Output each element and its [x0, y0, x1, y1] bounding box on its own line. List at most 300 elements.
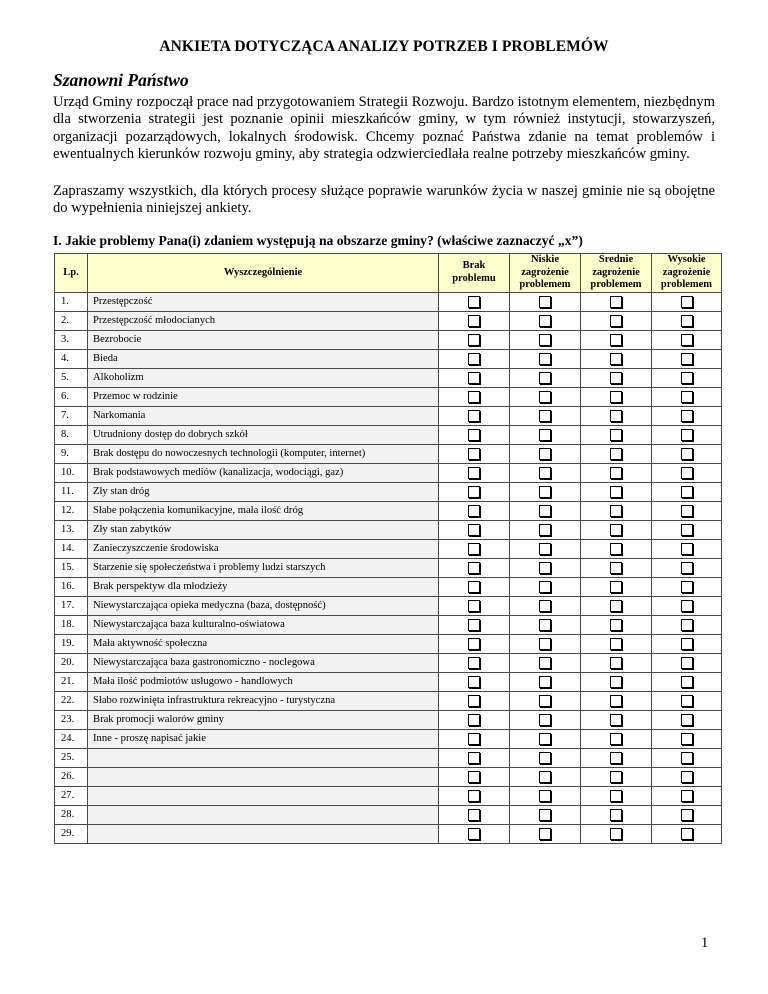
checkbox-no-problem[interactable]	[468, 619, 480, 631]
checkbox-medium-threat[interactable]	[610, 372, 622, 384]
table-row	[55, 710, 722, 729]
cell-low-threat	[510, 786, 581, 805]
row-number: 23.	[55, 710, 88, 729]
cell-medium-threat	[581, 558, 652, 577]
checkbox-high-threat[interactable]	[681, 524, 693, 536]
checkbox-medium-threat[interactable]	[610, 410, 622, 422]
cell-medium-threat	[581, 482, 652, 501]
checkbox-medium-threat[interactable]	[610, 752, 622, 764]
header-medium-threat	[581, 254, 652, 293]
checkbox-low-threat[interactable]	[539, 353, 551, 365]
cell-low-threat	[510, 349, 581, 368]
table-row	[55, 748, 722, 767]
cell-medium-threat	[581, 387, 652, 406]
header-line: Wysokie	[667, 254, 706, 265]
header-no-problem	[439, 254, 510, 293]
checkbox-high-threat[interactable]	[681, 790, 693, 802]
checkbox-low-threat[interactable]	[539, 467, 551, 479]
checkbox-medium-threat[interactable]	[610, 429, 622, 441]
row-description: Narkomania	[88, 406, 439, 425]
checkbox-low-threat[interactable]	[539, 752, 551, 764]
row-description: Przestępczość młodocianych	[88, 311, 439, 330]
row-number: 21.	[55, 672, 88, 691]
checkbox-low-threat[interactable]	[539, 296, 551, 308]
cell-no-problem	[439, 634, 510, 653]
table-row	[55, 539, 722, 558]
checkbox-no-problem[interactable]	[468, 771, 480, 783]
checkbox-high-threat[interactable]	[681, 638, 693, 650]
cell-no-problem	[439, 558, 510, 577]
cell-medium-threat	[581, 444, 652, 463]
cell-high-threat	[652, 786, 722, 805]
cell-no-problem	[439, 672, 510, 691]
cell-low-threat	[510, 558, 581, 577]
checkbox-low-threat[interactable]	[539, 334, 551, 346]
cell-no-problem	[439, 349, 510, 368]
checkbox-no-problem[interactable]	[468, 410, 480, 422]
checkbox-no-problem[interactable]	[468, 315, 480, 327]
checkbox-low-threat[interactable]	[539, 828, 551, 840]
checkbox-low-threat[interactable]	[539, 410, 551, 422]
checkbox-low-threat[interactable]	[539, 790, 551, 802]
cell-no-problem	[439, 425, 510, 444]
checkbox-medium-threat[interactable]	[610, 638, 622, 650]
checkbox-high-threat[interactable]	[681, 657, 693, 669]
cell-no-problem	[439, 520, 510, 539]
row-number: 1.	[55, 292, 88, 311]
table-row	[55, 330, 722, 349]
cell-low-threat	[510, 520, 581, 539]
row-description: Niewystarczająca baza gastronomiczno - noclegowa	[88, 653, 439, 672]
row-description: Przestępczość	[88, 292, 439, 311]
checkbox-no-problem[interactable]	[468, 695, 480, 707]
row-description: Brak dostępu do nowoczesnych technologii (komputer, internet)	[88, 444, 439, 463]
checkbox-medium-threat[interactable]	[610, 790, 622, 802]
checkbox-no-problem[interactable]	[468, 429, 480, 441]
section-title: I. Jakie problemy Pana(i) zdaniem występują na obszarze gminy? (właściwe zaznaczyć „x”)	[53, 233, 583, 248]
cell-high-threat	[652, 425, 722, 444]
cell-no-problem	[439, 691, 510, 710]
checkbox-low-threat[interactable]	[539, 809, 551, 821]
cell-no-problem	[439, 729, 510, 748]
checkbox-medium-threat[interactable]	[610, 334, 622, 346]
row-number: 5.	[55, 368, 88, 387]
row-number: 11.	[55, 482, 88, 501]
table-row	[55, 596, 722, 615]
checkbox-no-problem[interactable]	[468, 733, 480, 745]
cell-low-threat	[510, 691, 581, 710]
table-row	[55, 691, 722, 710]
checkbox-high-threat[interactable]	[681, 676, 693, 688]
checkbox-high-threat[interactable]	[681, 467, 693, 479]
checkbox-no-problem[interactable]	[468, 372, 480, 384]
checkbox-low-threat[interactable]	[539, 448, 551, 460]
row-number: 19.	[55, 634, 88, 653]
checkbox-high-threat[interactable]	[681, 695, 693, 707]
row-number: 2.	[55, 311, 88, 330]
checkbox-low-threat[interactable]	[539, 733, 551, 745]
cell-no-problem	[439, 463, 510, 482]
page-title: ANKIETA DOTYCZĄCA ANALIZY POTRZEB I PROBLEMÓW	[159, 38, 609, 55]
cell-low-threat	[510, 482, 581, 501]
cell-low-threat	[510, 672, 581, 691]
checkbox-medium-threat[interactable]	[610, 619, 622, 631]
cell-no-problem	[439, 444, 510, 463]
checkbox-high-threat[interactable]	[681, 543, 693, 555]
checkbox-medium-threat[interactable]	[610, 771, 622, 783]
cell-medium-threat	[581, 349, 652, 368]
row-number: 6.	[55, 387, 88, 406]
cell-medium-threat	[581, 292, 652, 311]
cell-medium-threat	[581, 710, 652, 729]
cell-medium-threat	[581, 672, 652, 691]
checkbox-no-problem[interactable]	[468, 296, 480, 308]
cell-low-threat	[510, 501, 581, 520]
row-description: Bezrobocie	[88, 330, 439, 349]
cell-no-problem	[439, 748, 510, 767]
table-row	[55, 615, 722, 634]
cell-medium-threat	[581, 406, 652, 425]
cell-high-threat	[652, 672, 722, 691]
cell-high-threat	[652, 710, 722, 729]
checkbox-medium-threat[interactable]	[610, 600, 622, 612]
table-row	[55, 558, 722, 577]
checkbox-medium-threat[interactable]	[610, 448, 622, 460]
checkbox-no-problem[interactable]	[468, 600, 480, 612]
table-row	[55, 767, 722, 786]
header-line: problemem	[660, 279, 713, 290]
checkbox-high-threat[interactable]	[681, 714, 693, 726]
cell-low-threat	[510, 805, 581, 824]
cell-medium-threat	[581, 463, 652, 482]
row-number: 24.	[55, 729, 88, 748]
table-row	[55, 444, 722, 463]
checkbox-no-problem[interactable]	[468, 562, 480, 574]
checkbox-no-problem[interactable]	[468, 581, 480, 593]
table-row	[55, 577, 722, 596]
row-number: 9.	[55, 444, 88, 463]
header-line: zagrożenie	[592, 266, 640, 278]
cell-high-threat	[652, 539, 722, 558]
checkbox-medium-threat[interactable]	[610, 315, 622, 327]
checkbox-medium-threat[interactable]	[610, 828, 622, 840]
cell-medium-threat	[581, 729, 652, 748]
checkbox-high-threat[interactable]	[681, 619, 693, 631]
checkbox-high-threat[interactable]	[681, 809, 693, 821]
cell-medium-threat	[581, 615, 652, 634]
cell-high-threat	[652, 349, 722, 368]
row-number: 27.	[55, 786, 88, 805]
cell-low-threat	[510, 710, 581, 729]
row-description: Brak podstawowych mediów (kanalizacja, wodociągi, gaz)	[88, 463, 439, 482]
salutation: Szanowni Państwo	[53, 70, 189, 90]
row-description: Niewystarczająca baza kulturalno-oświatowa	[88, 615, 439, 634]
cell-no-problem	[439, 368, 510, 387]
cell-high-threat	[652, 311, 722, 330]
cell-high-threat	[652, 330, 722, 349]
checkbox-high-threat[interactable]	[681, 771, 693, 783]
table-row	[55, 311, 722, 330]
header-line: Niskie	[530, 254, 559, 265]
checkbox-high-threat[interactable]	[681, 372, 693, 384]
header-line: problemem	[519, 279, 571, 290]
header-line: Brak	[462, 260, 486, 272]
cell-medium-threat	[581, 501, 652, 520]
checkbox-no-problem[interactable]	[468, 467, 480, 479]
table-row	[55, 672, 722, 691]
checkbox-low-threat[interactable]	[539, 657, 551, 669]
checkbox-high-threat[interactable]	[681, 505, 693, 517]
checkbox-low-threat[interactable]	[539, 695, 551, 707]
checkbox-medium-threat[interactable]	[610, 809, 622, 821]
checkbox-high-threat[interactable]	[681, 429, 693, 441]
row-description: Niewystarczająca opieka medyczna (baza, dostępność)	[88, 596, 439, 615]
row-description: Brak perspektyw dla młodzieży	[88, 577, 439, 596]
cell-high-threat	[652, 767, 722, 786]
cell-no-problem	[439, 501, 510, 520]
cell-high-threat	[652, 406, 722, 425]
checkbox-high-threat[interactable]	[681, 296, 693, 308]
cell-medium-threat	[581, 539, 652, 558]
cell-low-threat	[510, 615, 581, 634]
cell-low-threat	[510, 406, 581, 425]
checkbox-low-threat[interactable]	[539, 486, 551, 498]
header-line: problemu	[452, 272, 496, 284]
page-number: 1	[701, 935, 709, 951]
table-row	[55, 368, 722, 387]
cell-medium-threat	[581, 577, 652, 596]
checkbox-no-problem[interactable]	[468, 543, 480, 555]
checkbox-medium-threat[interactable]	[610, 391, 622, 403]
checkbox-low-threat[interactable]	[539, 638, 551, 650]
checkbox-high-threat[interactable]	[681, 828, 693, 840]
checkbox-low-threat[interactable]	[539, 714, 551, 726]
checkbox-medium-threat[interactable]	[610, 714, 622, 726]
row-description: Przemoc w rodzinie	[88, 387, 439, 406]
row-description: Utrudniony dostęp do dobrych szkół	[88, 425, 439, 444]
cell-low-threat	[510, 387, 581, 406]
cell-low-threat	[510, 729, 581, 748]
checkbox-low-threat[interactable]	[539, 524, 551, 536]
row-number: 29.	[55, 824, 88, 843]
checkbox-no-problem[interactable]	[468, 638, 480, 650]
checkbox-high-threat[interactable]	[681, 334, 693, 346]
cell-high-threat	[652, 596, 722, 615]
cell-high-threat	[652, 805, 722, 824]
cell-medium-threat	[581, 691, 652, 710]
table-row	[55, 406, 722, 425]
checkbox-no-problem[interactable]	[468, 524, 480, 536]
checkbox-high-threat[interactable]	[681, 448, 693, 460]
row-description[interactable]	[88, 805, 439, 824]
checkbox-no-problem[interactable]	[468, 657, 480, 669]
checkbox-medium-threat[interactable]	[610, 657, 622, 669]
cell-medium-threat	[581, 311, 652, 330]
checkbox-no-problem[interactable]	[468, 448, 480, 460]
checkbox-no-problem[interactable]	[468, 353, 480, 365]
checkbox-medium-threat[interactable]	[610, 505, 622, 517]
header-line: zagrożenie	[521, 266, 569, 278]
checkbox-high-threat[interactable]	[681, 562, 693, 574]
table-row	[55, 786, 722, 805]
cell-high-threat	[652, 520, 722, 539]
row-number: 12.	[55, 501, 88, 520]
checkbox-high-threat[interactable]	[681, 353, 693, 365]
cell-medium-threat	[581, 786, 652, 805]
table-row	[55, 349, 722, 368]
checkbox-low-threat[interactable]	[539, 600, 551, 612]
checkbox-low-threat[interactable]	[539, 505, 551, 517]
row-number: 28.	[55, 805, 88, 824]
checkbox-no-problem[interactable]	[468, 676, 480, 688]
checkbox-low-threat[interactable]	[539, 543, 551, 555]
cell-no-problem	[439, 406, 510, 425]
row-number: 7.	[55, 406, 88, 425]
cell-high-threat	[652, 558, 722, 577]
cell-no-problem	[439, 653, 510, 672]
cell-high-threat	[652, 482, 722, 501]
row-description[interactable]	[88, 786, 439, 805]
row-description[interactable]	[88, 824, 439, 843]
checkbox-high-threat[interactable]	[681, 733, 693, 745]
cell-high-threat	[652, 292, 722, 311]
checkbox-medium-threat[interactable]	[610, 543, 622, 555]
row-description[interactable]	[88, 767, 439, 786]
row-number: 8.	[55, 425, 88, 444]
checkbox-low-threat[interactable]	[539, 771, 551, 783]
cell-medium-threat	[581, 634, 652, 653]
row-description: Zanieczyszczenie środowiska	[88, 539, 439, 558]
checkbox-low-threat[interactable]	[539, 391, 551, 403]
row-description[interactable]	[88, 748, 439, 767]
table-body	[55, 292, 722, 843]
header-high-threat	[652, 254, 722, 293]
invitation-paragraph: Zapraszamy wszystkich, dla których procesy służące poprawie warunków życia w naszej gminie nie są obojętne do wypełnienia niniejszej ankiety.	[53, 183, 715, 217]
cell-no-problem	[439, 482, 510, 501]
checkbox-high-threat[interactable]	[681, 581, 693, 593]
checkbox-low-threat[interactable]	[539, 676, 551, 688]
table-row	[55, 387, 722, 406]
table-row	[55, 482, 722, 501]
row-description: Zły stan dróg	[88, 482, 439, 501]
cell-high-threat	[652, 691, 722, 710]
header-line: problemem	[590, 279, 642, 290]
checkbox-low-threat[interactable]	[539, 372, 551, 384]
checkbox-no-problem[interactable]	[468, 391, 480, 403]
checkbox-medium-threat[interactable]	[610, 486, 622, 498]
checkbox-high-threat[interactable]	[681, 486, 693, 498]
row-number: 3.	[55, 330, 88, 349]
row-description: Inne - proszę napisać jakie	[88, 729, 439, 748]
cell-medium-threat	[581, 520, 652, 539]
cell-medium-threat	[581, 330, 652, 349]
table-header-row	[55, 254, 722, 293]
checkbox-no-problem[interactable]	[468, 714, 480, 726]
checkbox-low-threat[interactable]	[539, 315, 551, 327]
cell-low-threat	[510, 767, 581, 786]
row-description: Starzenie się społeczeństwa i problemy ludzi starszych	[88, 558, 439, 577]
checkbox-high-threat[interactable]	[681, 315, 693, 327]
checkbox-no-problem[interactable]	[468, 809, 480, 821]
checkbox-medium-threat[interactable]	[610, 353, 622, 365]
checkbox-medium-threat[interactable]	[610, 524, 622, 536]
row-number: 20.	[55, 653, 88, 672]
cell-high-threat	[652, 748, 722, 767]
row-number: 16.	[55, 577, 88, 596]
row-number: 14.	[55, 539, 88, 558]
table-row	[55, 729, 722, 748]
cell-low-threat	[510, 463, 581, 482]
checkbox-medium-threat[interactable]	[610, 733, 622, 745]
checkbox-high-threat[interactable]	[681, 410, 693, 422]
header-line: zagrożenie	[662, 266, 711, 278]
row-description: Alkoholizm	[88, 368, 439, 387]
checkbox-high-threat[interactable]	[681, 391, 693, 403]
problems-table	[54, 253, 722, 844]
cell-no-problem	[439, 615, 510, 634]
checkbox-high-threat[interactable]	[681, 600, 693, 612]
checkbox-medium-threat[interactable]	[610, 562, 622, 574]
checkbox-medium-threat[interactable]	[610, 467, 622, 479]
cell-low-threat	[510, 824, 581, 843]
row-number: 15.	[55, 558, 88, 577]
row-description: Słabo rozwinięta infrastruktura rekreacyjno - turystyczna	[88, 691, 439, 710]
cell-low-threat	[510, 596, 581, 615]
table-row	[55, 292, 722, 311]
cell-no-problem	[439, 577, 510, 596]
table-row	[55, 501, 722, 520]
checkbox-no-problem[interactable]	[468, 752, 480, 764]
checkbox-low-threat[interactable]	[539, 562, 551, 574]
checkbox-medium-threat[interactable]	[610, 676, 622, 688]
cell-no-problem	[439, 330, 510, 349]
checkbox-no-problem[interactable]	[468, 486, 480, 498]
cell-low-threat	[510, 577, 581, 596]
checkbox-low-threat[interactable]	[539, 429, 551, 441]
cell-low-threat	[510, 539, 581, 558]
cell-medium-threat	[581, 596, 652, 615]
cell-medium-threat	[581, 767, 652, 786]
checkbox-medium-threat[interactable]	[610, 581, 622, 593]
checkbox-low-threat[interactable]	[539, 581, 551, 593]
cell-high-threat	[652, 444, 722, 463]
cell-no-problem	[439, 710, 510, 729]
intro-paragraph: Urząd Gminy rozpoczął prace nad przygotowaniem Strategii Rozwoju. Bardzo istotnym elementem, niezbędnym dla stworzenia strategii jest poznanie opinii mieszkańców gminy, w tym również instytucji, stowarzyszeń, organizacji pozarządowych, lokalnych środowisk. Chcemy poznać Państwa zdanie na temat problemów i ewentualnych kierunków rozwoju gminy, aby strategia odzwierciedlała realne potrzeby mieszkańców gminy.	[53, 94, 715, 163]
checkbox-medium-threat[interactable]	[610, 296, 622, 308]
cell-high-threat	[652, 463, 722, 482]
row-description: Słabe połączenia komunikacyjne, mała ilość dróg	[88, 501, 439, 520]
row-number: 13.	[55, 520, 88, 539]
checkbox-medium-threat[interactable]	[610, 695, 622, 707]
checkbox-no-problem[interactable]	[468, 828, 480, 840]
cell-medium-threat	[581, 824, 652, 843]
cell-medium-threat	[581, 368, 652, 387]
row-number: 17.	[55, 596, 88, 615]
checkbox-no-problem[interactable]	[468, 505, 480, 517]
cell-high-threat	[652, 653, 722, 672]
row-number: 4.	[55, 349, 88, 368]
row-number: 25.	[55, 748, 88, 767]
cell-no-problem	[439, 786, 510, 805]
cell-low-threat	[510, 368, 581, 387]
cell-no-problem	[439, 311, 510, 330]
checkbox-low-threat[interactable]	[539, 619, 551, 631]
table-row	[55, 805, 722, 824]
checkbox-no-problem[interactable]	[468, 790, 480, 802]
header-line: Średnie	[598, 254, 634, 265]
checkbox-high-threat[interactable]	[681, 752, 693, 764]
checkbox-no-problem[interactable]	[468, 334, 480, 346]
